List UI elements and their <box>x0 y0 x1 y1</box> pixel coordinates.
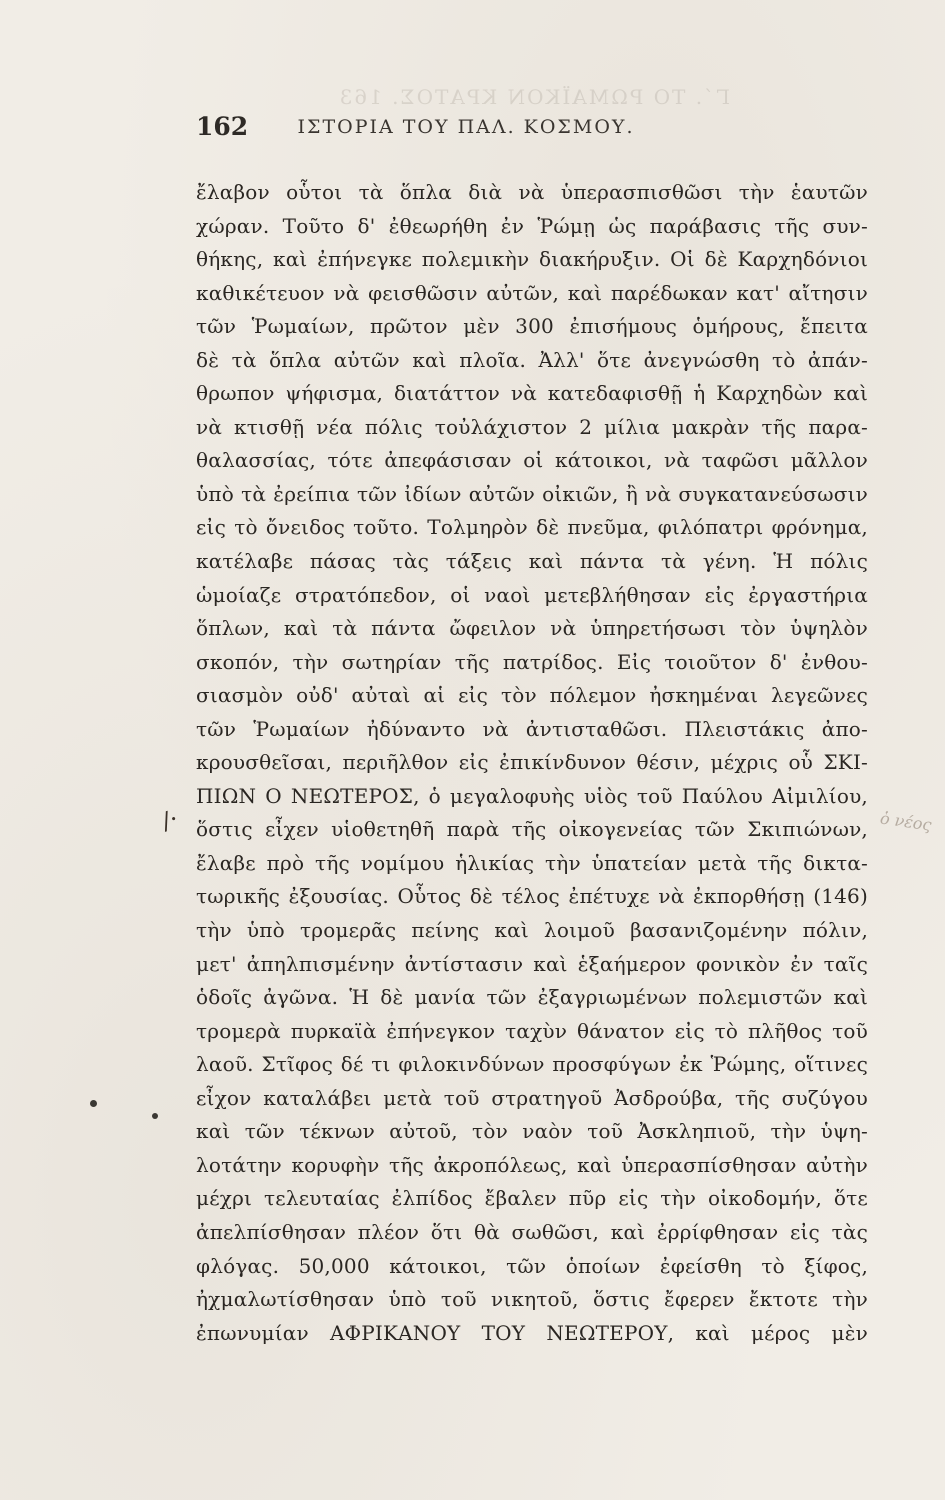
text-line: ὅπλων, καὶ τὰ πάντα ὤφειλον νὰ ὑπηρετήσωσι τὸν ὑψηλὸν <box>196 616 868 641</box>
text-line: μέχρι τελευταίας ἐλπίδος ἔβαλεν πῦρ εἰς τὴν οἰκοδομήν, ὅτε <box>196 1186 868 1211</box>
text-line: ΠΙΩΝ Ο ΝΕΩΤΕΡΟΣ, ὁ μεγαλοφυὴς υἱὸς τοῦ Παύλου Αἰμιλίου, <box>196 783 868 808</box>
page-number: 162 <box>196 112 249 141</box>
text-line: τῶν Ῥωμαίων ἠδύναντο νὰ ἀντισταθῶσι. Πλειστάκις ἀπο- <box>196 716 868 741</box>
text-line: θήκης, καὶ ἐπήνεγκε πολεμικὴν διακήρυξιν. Οἱ δὲ Καρχηδόνιοι <box>196 247 868 272</box>
text-line: σιασμὸν οὐδ' αὐταὶ αἱ εἰς τὸν πόλεμον ἠσκημέναι λεγεῶνες <box>196 683 868 708</box>
text-line: τρομερὰ πυρκαϊὰ ἐπήνεγκον ταχὺν θάνατον εἰς τὸ πλῆθος τοῦ <box>196 1018 868 1043</box>
text-line: δὲ τὰ ὅπλα αὐτῶν καὶ πλοῖα. Ἀλλ' ὅτε ἀνεγνώσθη τὸ ἀπάν- <box>196 347 868 372</box>
text-line: τωρικῆς ἐξουσίας. Οὗτος δὲ τέλος ἐπέτυχε νὰ ἐκπορθήσῃ (146) <box>196 884 868 909</box>
text-line: καθικέτευον νὰ φεισθῶσιν αὐτῶν, καὶ παρέδωκαν κατ' αἴτησιν <box>196 280 868 305</box>
text-line: ὁδοῖς ἀγῶνα. Ἡ δὲ μανία τῶν ἐξαγριωμένων πολεμιστῶν καὶ <box>196 985 868 1010</box>
text-line: τὴν ὑπὸ τρομερᾶς πείνης καὶ λοιμοῦ βασανιζομένην πόλιν, <box>196 918 868 943</box>
text-line: λοτάτην κορυφὴν τῆς ἀκροπόλεως, καὶ ὑπερασπίσθησαν αὐτὴν <box>196 1152 868 1177</box>
bleed-through-text: Γ΄. ΤΟ ΡΩΜΑΪΚΟΝ ΚΡΑΤΟΣ. 163 <box>337 85 730 109</box>
text-line: τῶν Ῥωμαίων, πρῶτον μὲν 300 ἐπισήμους ὁμήρους, ἔπειτα <box>196 314 868 339</box>
text-line: μετ' ἀπηλπισμένην ἀντίστασιν καὶ ἑξαήμερον φονικὸν ἐν ταῖς <box>196 951 868 976</box>
text-line: ἐπωνυμίαν ΑΦΡΙΚΑΝΟΥ ΤΟΥ ΝΕΩΤΕΡΟΥ, καὶ μέρος μὲν <box>196 1320 868 1345</box>
text-line: ὡμοίαζε στρατόπεδον, οἱ ναοὶ μετεβλήθησαν εἰς ἐργαστήρια <box>196 582 868 607</box>
body-text <box>196 176 868 1350</box>
text-line: κρουσθεῖσαι, περιῆλθον εἰς ἐπικίνδυνον θέσιν, μέχρις οὗ ΣΚΙ- <box>196 750 868 775</box>
text-line: ἔλαβε πρὸ τῆς νομίμου ἡλικίας τὴν ὑπατείαν μετὰ τῆς δικτα- <box>196 850 868 875</box>
text-line: χώραν. Τοῦτο δ' ἐθεωρήθη ἐν Ῥώμῃ ὡς παράβασις τῆς συν- <box>196 213 868 238</box>
text-line: εἰς τὸ ὄνειδος τοῦτο. Τολμηρὸν δὲ πνεῦμα, φιλόπατρι φρόνημα, <box>196 515 868 540</box>
text-line: φλόγας. 50,000 κάτοικοι, τῶν ὁποίων ἐφείσθη τὸ ξίφος, <box>196 1253 868 1278</box>
text-line: ἔλαβον οὗτοι τὰ ὅπλα διὰ νὰ ὑπερασπισθῶσι τὴν ἑαυτῶν <box>196 180 868 204</box>
text-line: ἀπελπίσθησαν πλέον ὅτι θὰ σωθῶσι, καὶ ἐρρίφθησαν εἰς τὰς <box>196 1219 868 1244</box>
text-line: ὅστις εἶχεν υἱοθετηθῆ παρὰ τῆς οἰκογενείας τῶν Σκιπιώνων, <box>196 817 868 842</box>
text-line: ὑπὸ τὰ ἐρείπια τῶν ἰδίων αὐτῶν οἰκιῶν, ἢ νὰ συγκατανεύσωσιν <box>196 481 868 506</box>
ink-dot <box>152 1113 158 1119</box>
running-title: ΙΣΤΟΡΙΑ ΤΟΥ ΠΑΛ. ΚΟΣΜΟΥ. <box>297 116 635 138</box>
text-line: λαοῦ. Στῖφος δέ τι φιλοκινδύνων προσφύγων ἐκ Ῥώμης, οἵτινες <box>196 1052 868 1077</box>
ink-dot <box>90 1100 97 1107</box>
text-line: νὰ κτισθῇ νέα πόλις τοὐλάχιστον 2 μίλια μακρὰν τῆς παρα- <box>196 414 868 439</box>
text-line: σκοπόν, τὴν σωτηρίαν τῆς πατρίδος. Εἰς τοιοῦτον δ' ἐνθου- <box>196 649 868 674</box>
text-line: κατέλαβε πάσας τὰς τάξεις καὶ πάντα τὰ γένη. Ἡ πόλις <box>196 549 868 574</box>
text-line: θαλασσίας, τότε ἀπεφάσισαν οἱ κάτοικοι, νὰ ταφῶσι μᾶλλον <box>196 448 868 473</box>
margin-note: ὁ νέος <box>878 808 933 835</box>
text-line: θρωπον ψήφισμα, διατάττον νὰ κατεδαφισθῇ ἡ Καρχηδὼν καὶ <box>196 381 868 406</box>
margin-mark: /· <box>158 804 182 836</box>
text-line: καὶ τῶν τέκνων αὐτοῦ, τὸν ναὸν τοῦ Ἀσκληπιοῦ, τὴν ὑψη- <box>196 1119 868 1144</box>
page-header <box>196 112 766 148</box>
text-line: εἶχον καταλάβει μετὰ τοῦ στρατηγοῦ Ἀσδρούβα, τῆς συζύγου <box>196 1085 868 1110</box>
text-line: ἠχμαλωτίσθησαν ὑπὸ τοῦ νικητοῦ, ὅστις ἔφερεν ἔκτοτε τὴν <box>196 1287 868 1312</box>
